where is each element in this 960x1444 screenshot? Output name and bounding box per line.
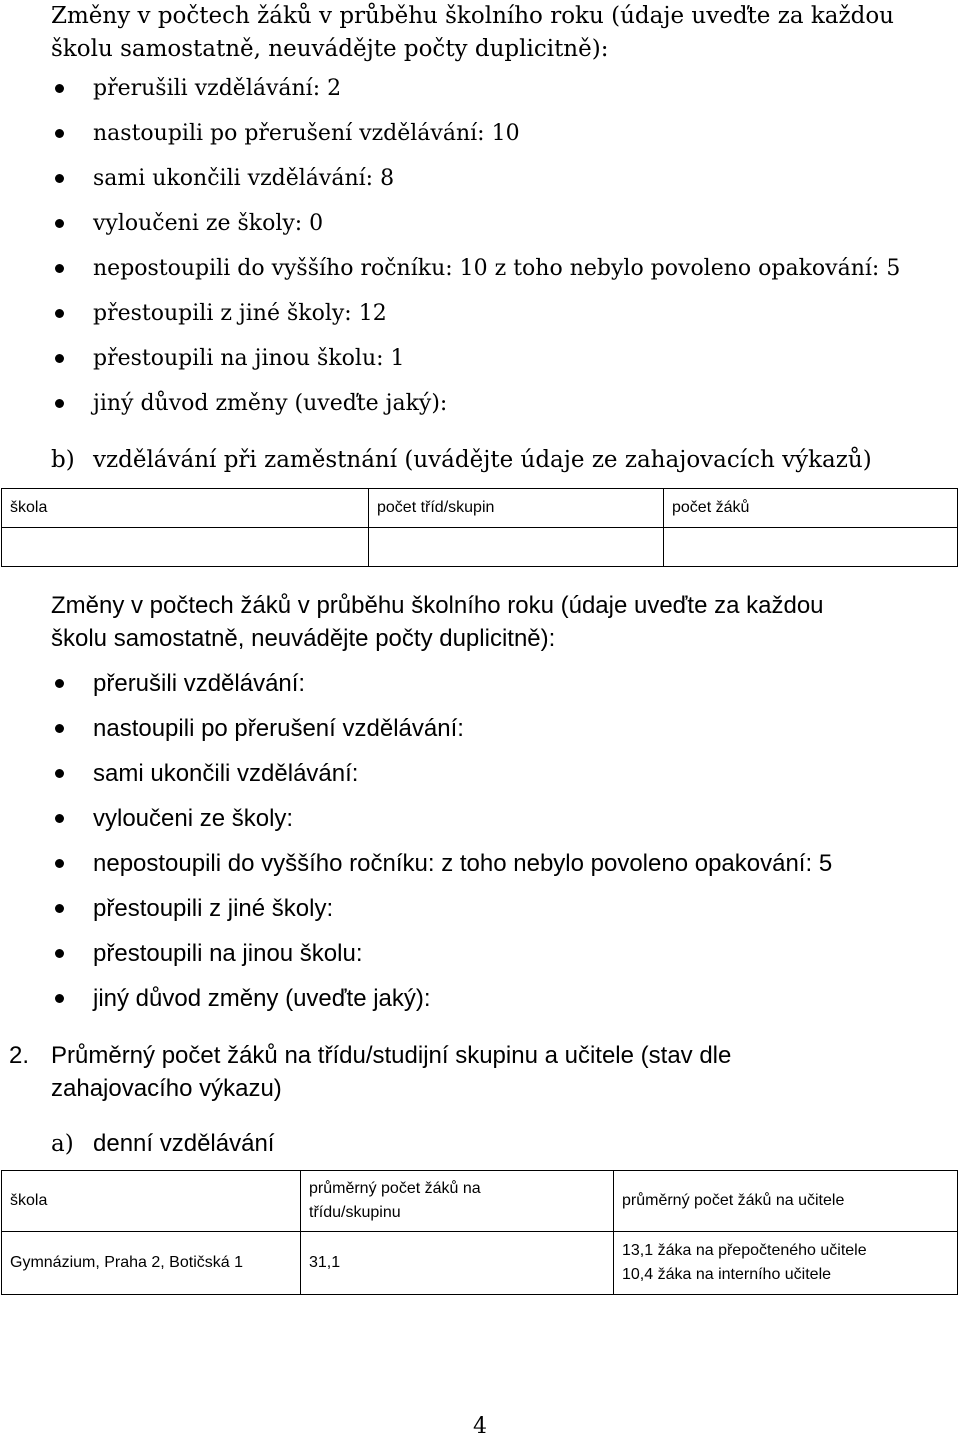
section2-bullet-list: [0, 661, 960, 1021]
section-b-title: vzdělávání při zaměstnání (uvádějte údaje ze zahajovacích výkazů): [93, 447, 872, 473]
list-item: jiný důvod změny (uveďte jaký):: [0, 381, 960, 426]
header-cell-per-class: průměrný počet žáků na třídu/skupinu: [301, 1171, 614, 1232]
section2-intro-line2: školu samostatně, neuvádějte počty duplicitně):: [51, 625, 556, 652]
bullet-icon: [55, 994, 64, 1003]
list-item: nepostoupili do vyššího ročníku: 10 z toho nebylo povoleno opakování: 5: [0, 246, 960, 291]
bullet-icon: [55, 814, 64, 823]
bullet-icon: [55, 399, 64, 408]
list-item: sami ukončili vzdělávání: 8: [0, 156, 960, 201]
list-item: přerušili vzdělávání: 2: [0, 66, 960, 111]
list-item: vyloučeni ze školy:: [0, 796, 960, 841]
cell-school-empty[interactable]: [2, 528, 369, 567]
list-item: přerušili vzdělávání:: [0, 661, 960, 706]
list-item: nastoupili po přerušení vzdělávání: 10: [0, 111, 960, 156]
page-number: 4: [473, 1414, 487, 1439]
bullet-icon: [55, 129, 64, 138]
bullet-icon: [55, 769, 64, 778]
list-item: přestoupili z jiné školy: 12: [0, 291, 960, 336]
list-item: přestoupili z jiné školy:: [0, 886, 960, 931]
header-cell-per-teacher: průměrný počet žáků na učitele: [614, 1171, 958, 1232]
list-item: přestoupili na jinou školu:: [0, 931, 960, 976]
section1-intro-line2: školu samostatně, neuvádějte počty duplicitně):: [51, 36, 609, 62]
section3-sub-marker: a): [51, 1131, 74, 1157]
header-cell-school: škola: [2, 489, 369, 528]
cell-classes-empty[interactable]: [369, 528, 664, 567]
part-time-table: [1, 488, 958, 567]
daily-education-table: [1, 1170, 958, 1295]
list-item: vyloučeni ze školy: 0: [0, 201, 960, 246]
section1-bullet-list: [0, 66, 960, 426]
section2-intro-line1: Změny v počtech žáků v průběhu školního roku (údaje uveďte za každou: [51, 592, 824, 619]
bullet-icon: [55, 219, 64, 228]
list-item: přestoupili na jinou školu: 1: [0, 336, 960, 381]
bullet-icon: [55, 949, 64, 958]
list-item: nastoupili po přerušení vzdělávání:: [0, 706, 960, 751]
header-cell-students: počet žáků: [664, 489, 958, 528]
list-item: jiný důvod změny (uveďte jaký):: [0, 976, 960, 1021]
table-header-row: [2, 1171, 958, 1232]
cell-students-empty[interactable]: [664, 528, 958, 567]
section1-intro-line1: Změny v počtech žáků v průběhu školního roku (údaje uveďte za každou: [51, 3, 894, 29]
section3-sub-title: denní vzdělávání: [93, 1130, 275, 1157]
section-b-heading: [51, 444, 872, 477]
cell-per-teacher: 13,1 žáka na přepočteného učitele 10,4 žáka na interního učitele: [614, 1232, 958, 1295]
bullet-icon: [55, 174, 64, 183]
table-row: [2, 528, 958, 567]
cell-per-class: 31,1: [301, 1232, 614, 1295]
bullet-icon: [55, 309, 64, 318]
list-item: nepostoupili do vyššího ročníku: z toho nebylo povoleno opakování: 5: [0, 841, 960, 886]
bullet-icon: [55, 724, 64, 733]
bullet-icon: [55, 84, 64, 93]
header-cell-classes: počet tříd/skupin: [369, 489, 664, 528]
table-header-row: [2, 489, 958, 528]
list-item: sami ukončili vzdělávání:: [0, 751, 960, 796]
section3-subheading: [51, 1127, 274, 1161]
bullet-icon: [55, 904, 64, 913]
bullet-icon: [55, 354, 64, 363]
bullet-icon: [55, 859, 64, 868]
section-b-marker: b): [51, 447, 75, 473]
bullet-icon: [55, 679, 64, 688]
cell-school: Gymnázium, Praha 2, Botičská 1: [2, 1232, 301, 1295]
section3-title-line1: Průměrný počet žáků na třídu/studijní skupinu a učitele (stav dle: [51, 1042, 732, 1069]
header-cell-school: škola: [2, 1171, 301, 1232]
section3-title-line2: zahajovacího výkazu): [51, 1075, 282, 1102]
section3-number: 2.: [9, 1042, 30, 1069]
bullet-icon: [55, 264, 64, 273]
section3-heading-line1: [9, 1039, 731, 1072]
table-row: [2, 1232, 958, 1295]
